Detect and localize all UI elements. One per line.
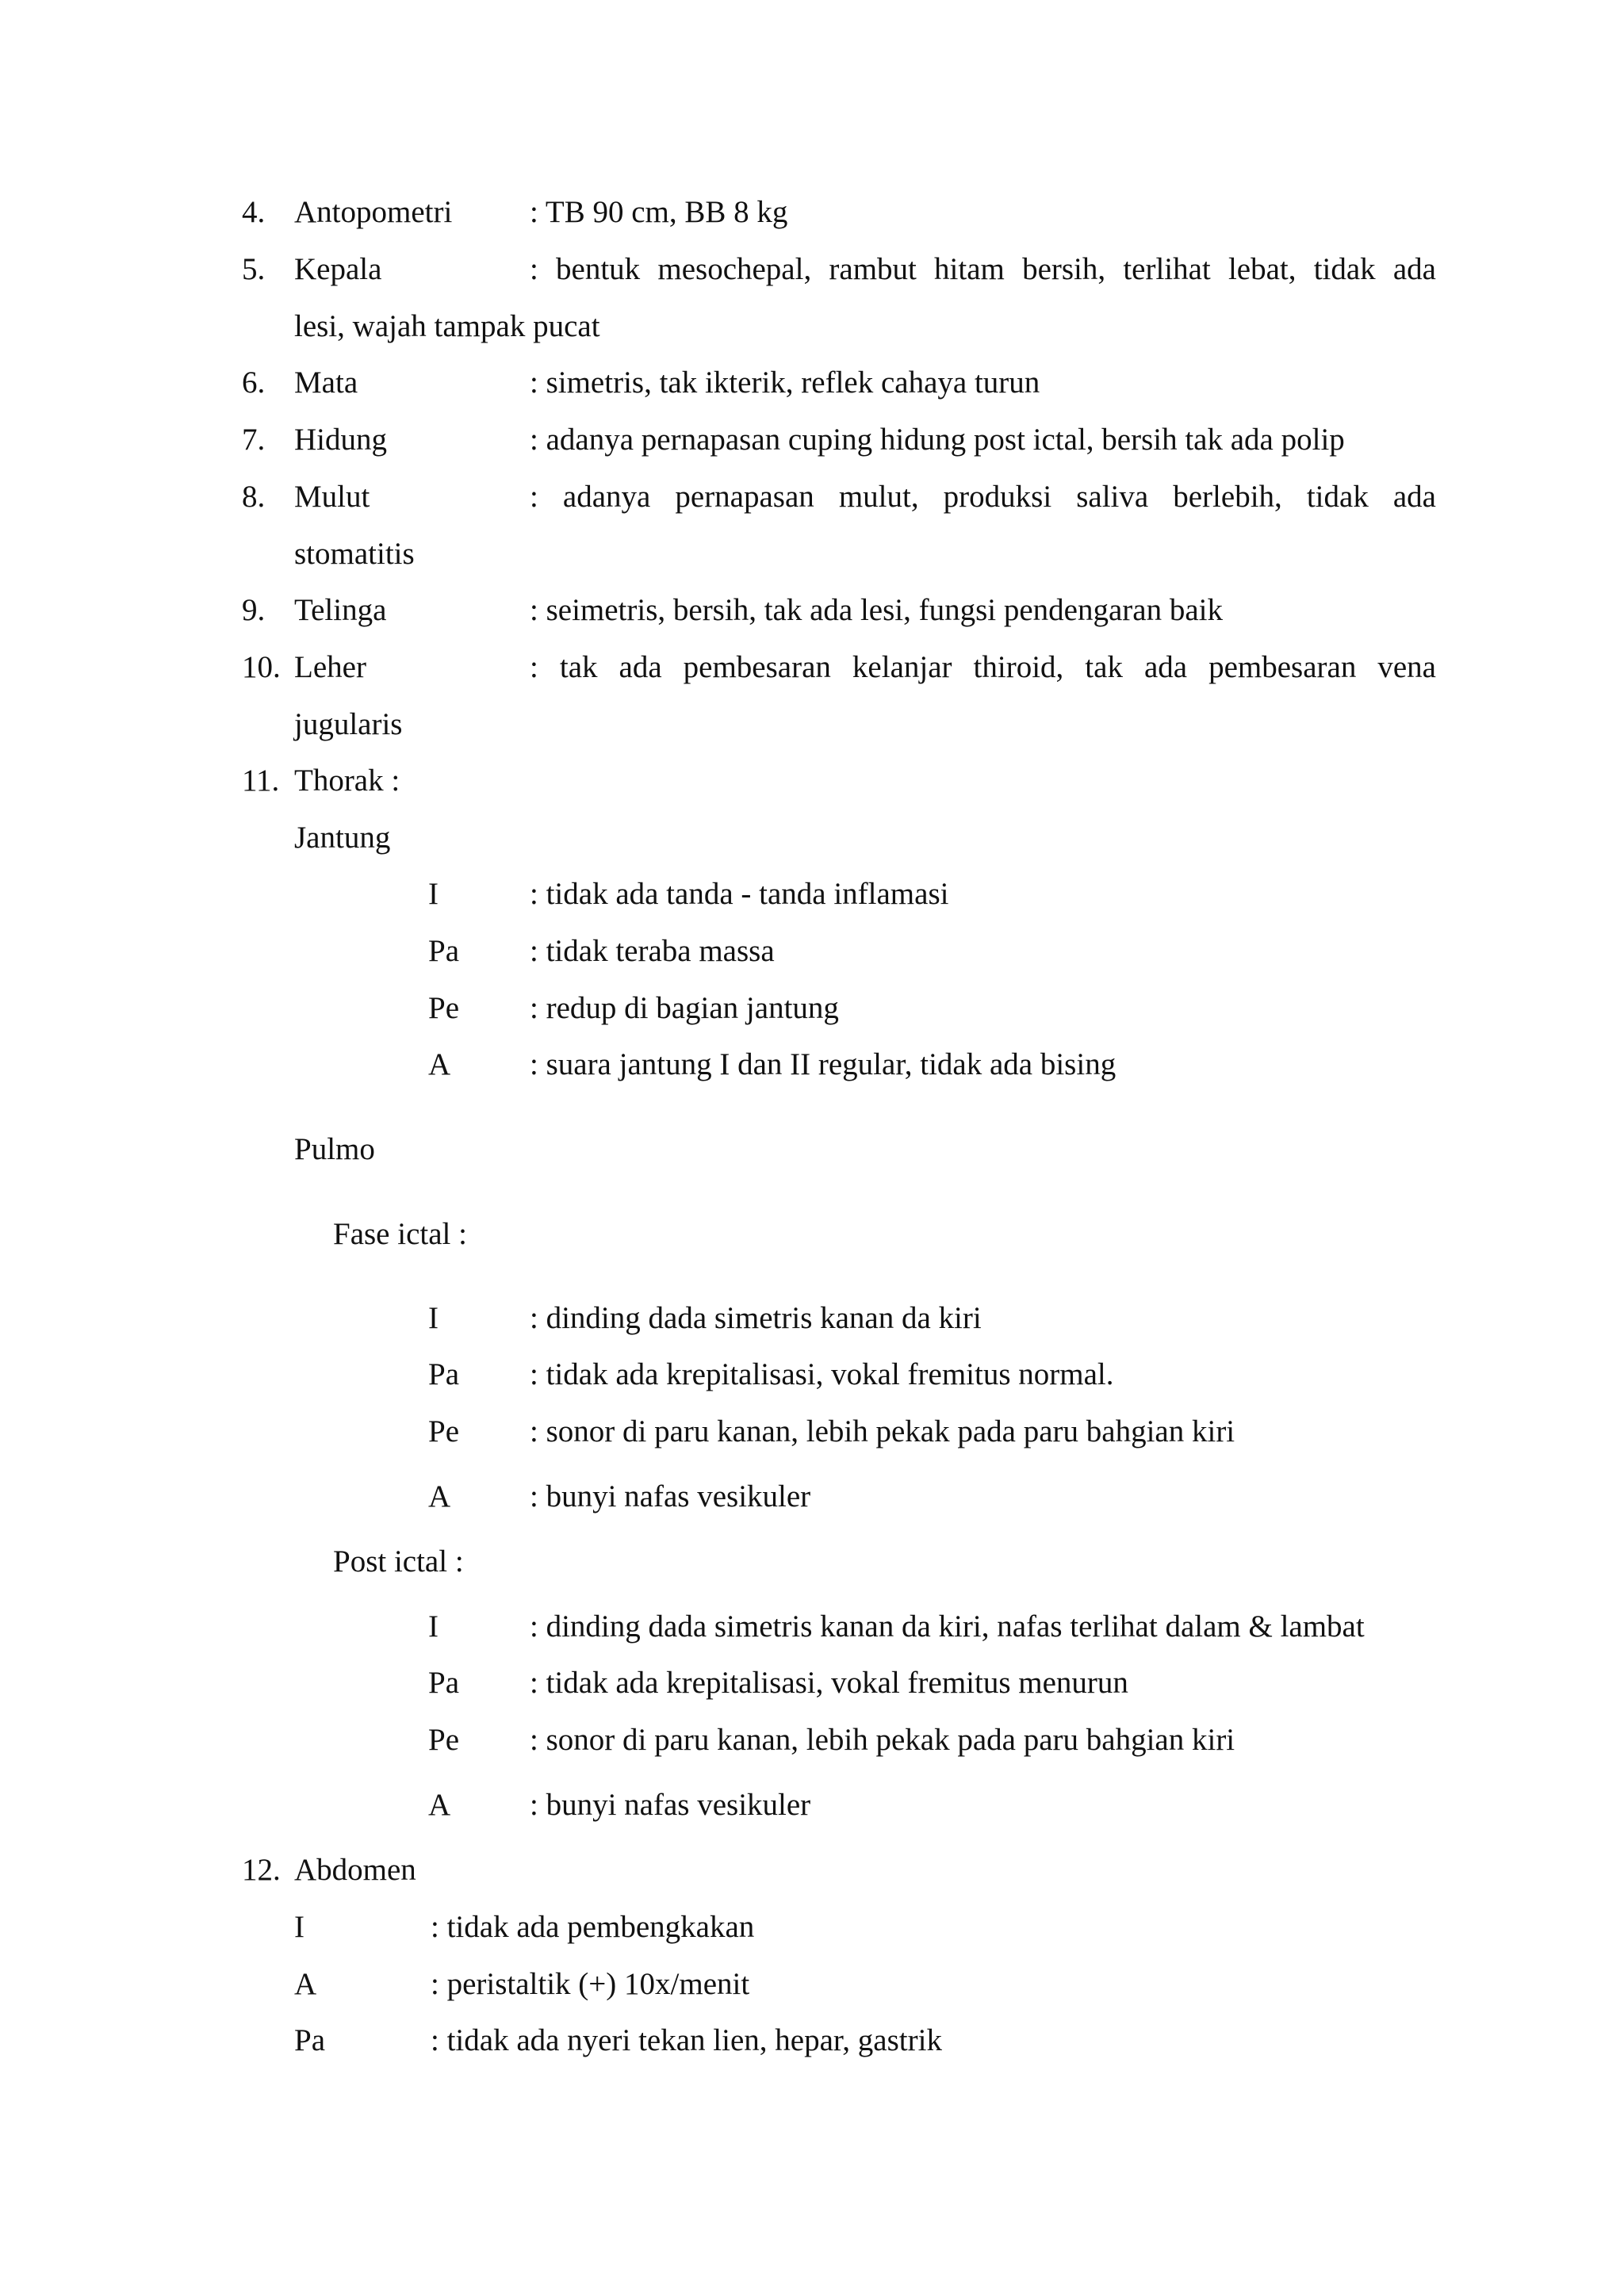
exam-value: : tidak ada tanda - tanda inflamasi [530, 877, 949, 911]
phase-heading: Fase ictal : [333, 1217, 467, 1251]
exam-key: Pe [428, 991, 459, 1025]
item-number: 12. [242, 1853, 281, 1887]
item-value: : tak ada pembesaran kelanjar thiroid, tak ada pembesaran vena [530, 650, 1436, 684]
section-heading: Abdomen [294, 1853, 416, 1887]
exam-key: A [428, 1788, 451, 1822]
item-number: 11. [242, 763, 280, 798]
item-label: Mata [294, 365, 358, 400]
item-value: : simetris, tak ikterik, reflek cahaya turun [530, 365, 1040, 400]
item-value: : adanya pernapasan cuping hidung post ictal, bersih tak ada polip [530, 423, 1345, 457]
item-value-continued: lesi, wajah tampak pucat [294, 309, 600, 343]
exam-key: I [428, 877, 439, 911]
exam-value: : sonor di paru kanan, lebih pekak pada paru bahgian kiri [530, 1414, 1235, 1448]
exam-key: A [428, 1479, 451, 1513]
item-number: 8. [242, 480, 266, 514]
exam-key: I [428, 1609, 439, 1644]
exam-key: Pa [294, 2023, 325, 2057]
exam-value: : sonor di paru kanan, lebih pekak pada paru bahgian kiri [530, 1723, 1235, 1757]
exam-value: : tidak ada krepitalisasi, vokal fremitus menurun [530, 1666, 1128, 1700]
item-label: Telinga [294, 593, 387, 627]
exam-value: : tidak ada nyeri tekan lien, hepar, gastrik [431, 2023, 942, 2057]
item-number: 4. [242, 195, 266, 229]
exam-value: : redup di bagian jantung [530, 991, 839, 1025]
exam-key: Pa [428, 934, 459, 968]
item-value: : seimetris, bersih, tak ada lesi, fungsi pendengaran baik [530, 593, 1223, 627]
subsection-heading: Pulmo [294, 1132, 375, 1166]
exam-value: : tidak ada krepitalisasi, vokal fremitus normal. [530, 1357, 1114, 1391]
exam-key: Pa [428, 1666, 459, 1700]
item-value: : adanya pernapasan mulut, produksi saliva berlebih, tidak ada [530, 480, 1436, 514]
exam-key: A [294, 1967, 317, 2001]
exam-key: Pe [428, 1414, 459, 1448]
item-label: Leher [294, 650, 366, 684]
item-label: Mulut [294, 480, 370, 514]
exam-value: : bunyi nafas vesikuler [530, 1788, 811, 1822]
item-value: : bentuk mesochepal, rambut hitam bersih, terlihat lebat, tidak ada [530, 252, 1436, 286]
item-value-continued: jugularis [294, 707, 403, 741]
item-value: : TB 90 cm, BB 8 kg [530, 195, 788, 229]
exam-value: : suara jantung I dan II regular, tidak ada bising [530, 1047, 1116, 1081]
section-heading: Thorak : [294, 763, 400, 798]
exam-key: I [294, 1910, 304, 1944]
exam-value: : peristaltik (+) 10x/menit [431, 1967, 750, 2001]
exam-key: Pa [428, 1357, 459, 1391]
exam-value: : tidak ada pembengkakan [431, 1910, 755, 1944]
phase-heading: Post ictal : [333, 1544, 464, 1578]
item-label: Kepala [294, 252, 382, 286]
exam-value: : tidak teraba massa [530, 934, 775, 968]
item-label: Hidung [294, 423, 387, 457]
exam-value: : dinding dada simetris kanan da kiri [530, 1301, 982, 1335]
exam-key: I [428, 1301, 439, 1335]
exam-value: : dinding dada simetris kanan da kiri, nafas terlihat dalam & lambat [530, 1609, 1365, 1644]
item-number: 5. [242, 252, 266, 286]
item-number: 10. [242, 650, 281, 684]
subsection-heading: Jantung [294, 821, 391, 855]
item-value-continued: stomatitis [294, 537, 415, 571]
exam-key: Pe [428, 1723, 459, 1757]
item-number: 7. [242, 423, 266, 457]
item-number: 6. [242, 365, 266, 400]
item-label: Antopometri [294, 195, 453, 229]
item-number: 9. [242, 593, 266, 627]
exam-value: : bunyi nafas vesikuler [530, 1479, 811, 1513]
exam-key: A [428, 1047, 451, 1081]
